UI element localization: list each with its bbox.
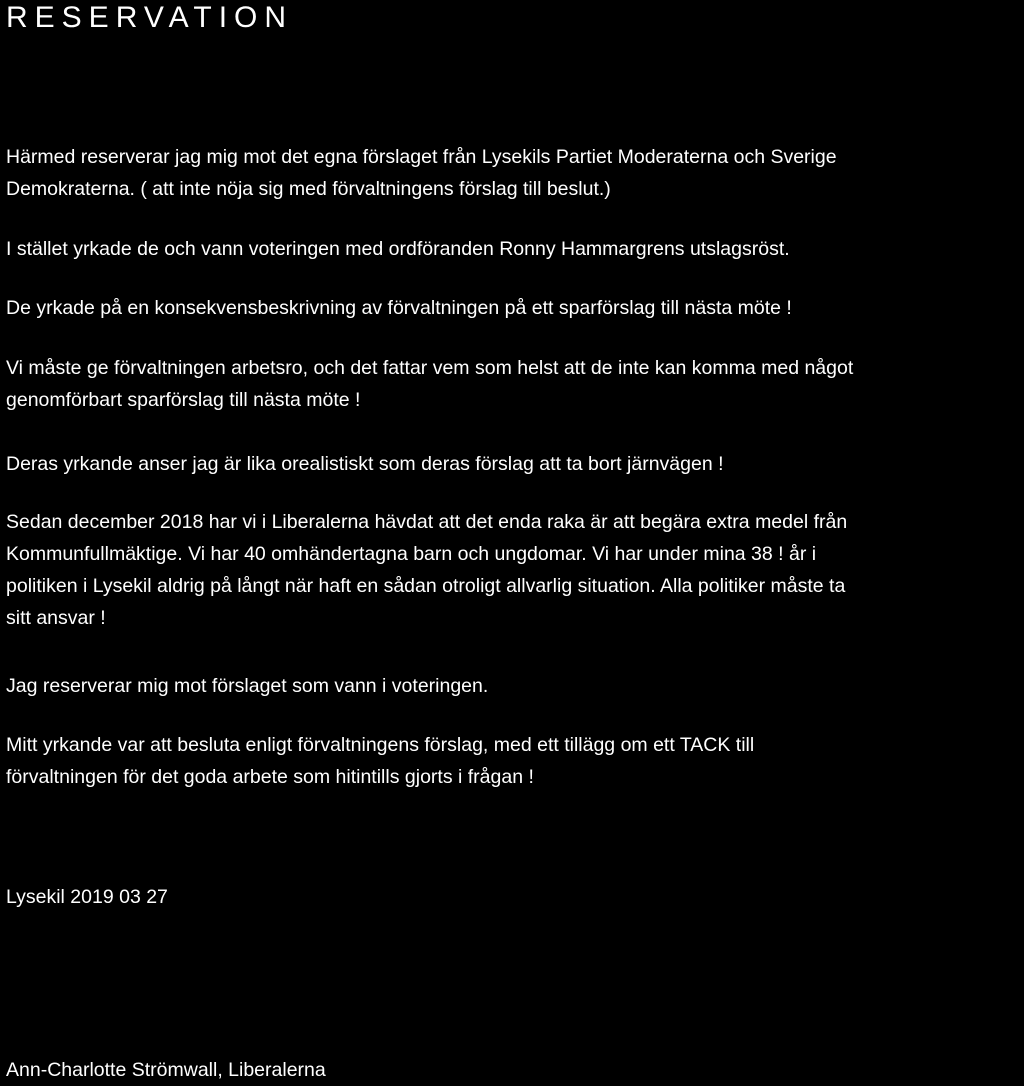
place-date-text: Lysekil 2019 03 27 (6, 886, 168, 908)
text-line: I stället yrkade de och vann voteringen med ordföranden Ronny Hammargrens utslagsröst. (6, 238, 790, 260)
paragraph-work-peace (6, 352, 1022, 416)
text-line: Demokraterna. ( att inte nöja sig med förvaltningens förslag till beslut.) (6, 178, 611, 200)
paragraph-reservation (6, 670, 1022, 702)
text-line: sitt ansvar ! (6, 607, 106, 629)
place-date (6, 881, 1022, 913)
paragraph-unrealistic (6, 448, 1022, 480)
text-line: De yrkade på en konsekvensbeskrivning av förvaltningen på ett sparförslag till nästa möte ! (6, 297, 792, 319)
paragraph-background (6, 506, 1022, 634)
document-title: RESERVATION (6, 1, 294, 34)
signature (6, 1054, 1022, 1086)
paragraph-vote-outcome (6, 233, 1022, 265)
text-line: Sedan december 2018 har vi i Liberalerna hävdat att det enda raka är att begära extra medel från (6, 511, 848, 533)
text-line: Jag reserverar mig mot förslaget som vann i voteringen. (6, 675, 489, 697)
text-line: genomförbart sparförslag till nästa möte ! (6, 389, 361, 411)
paragraph-reservation-intro (6, 141, 1022, 205)
text-line: Härmed reserverar jag mig mot det egna förslaget från Lysekils Partiet Moderaterna och Sverige (6, 146, 837, 168)
text-line: Mitt yrkande var att besluta enligt förvaltningens förslag, med ett tillägg om ett TACK till (6, 734, 755, 756)
text-line: förvaltningen för det goda arbete som hitintills gjorts i frågan ! (6, 766, 534, 788)
paragraph-my-motion (6, 729, 1022, 793)
text-line: politiken i Lysekil aldrig på långt när haft en sådan otroligt allvarlig situation. Alla politiker måste ta (6, 575, 846, 597)
text-line: Vi måste ge förvaltningen arbetsro, och det fattar vem som helst att de inte kan komma med något (6, 357, 854, 379)
text-line: Kommunfullmäktige. Vi har 40 omhändertagna barn och ungdomar. Vi har under mina 38 ! år i (6, 543, 817, 565)
paragraph-their-proposal (6, 292, 1022, 324)
signature-text: Ann-Charlotte Strömwall, Liberalerna (6, 1059, 326, 1081)
text-line: Deras yrkande anser jag är lika orealistiskt som deras förslag att ta bort järnvägen ! (6, 453, 724, 475)
